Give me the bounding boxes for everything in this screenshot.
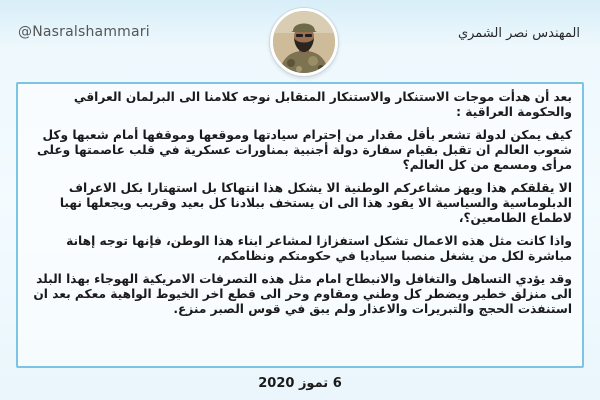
post-header xyxy=(0,0,600,78)
paragraph-3: الا يقلقكم هذا ويهز مشاعركم الوطنية الا يشكل هذا انتهاكا بل استهتارا بكل الاعراف الدبلوماسية والسياسية الا يقود هذا الى ان يستخف ببلادنا كل بعيد وقريب ويجعلها نهبا لاطماع الطامعين؟، xyxy=(59,181,572,225)
paragraph-1: بعد أن هدأت موجات الاستنكار والاستنكار المتقابل نوجه كلامنا الى البرلمان العراقي والحكومة العراقية : xyxy=(73,90,572,119)
avatar[interactable] xyxy=(270,8,338,76)
paragraph-5: وقد يؤدي التساهل والتغافل والانبطاح امام مثل هذه التصرفات الامريكية الهوجاء بهذا البلد الى منزلق خطير ويضطر كل وطني ومقاوم وحر الى قطع اخر الخيوط الواهية معكم بعد ان استنفذت الحجج والتبريرات والاعذار ولم يبق في قوس الصبر منزع. xyxy=(33,272,572,316)
paragraph-4: واذا كانت مثل هذه الاعمال تشكل استفزازا لمشاعر ابناء هذا الوطن، فإنها توجه إهانة مباشرة لكل من يشغل منصبا سياديا في حكومتكم ونظامكم، xyxy=(66,234,572,263)
post-date: 6 تموز 2020 xyxy=(258,376,342,391)
author-name: المهندس نصر الشمري xyxy=(457,26,580,41)
post-body xyxy=(16,82,584,368)
profile-photo-icon xyxy=(273,11,335,73)
twitter-handle[interactable]: @Nasralshammari xyxy=(18,24,150,40)
paragraph-2: كيف يمكن لدولة تشعر بأقل مقدار من إحترام سيادتها وموقعها وموقفها أمام شعبها وكل شعوب العالم ان تقبل بقيام سفارة دولة أجنبية بمناورات عسكرية في قلب عاصمتها وعلى مرأى ومسمع من كل العالم؟ xyxy=(37,128,572,172)
